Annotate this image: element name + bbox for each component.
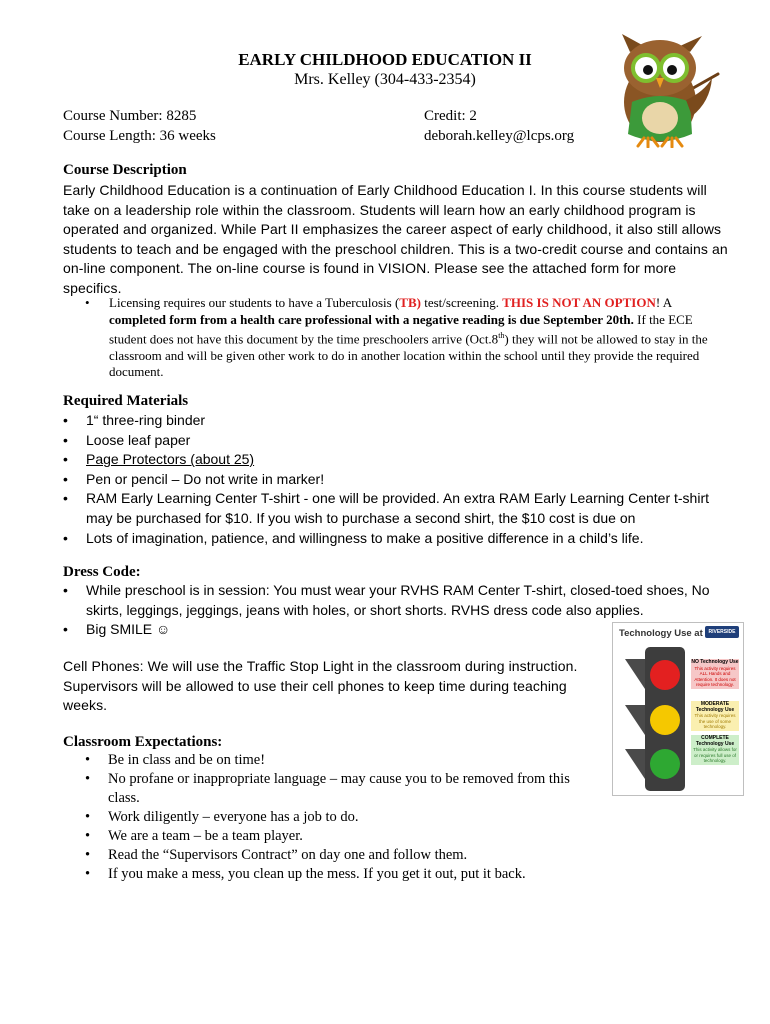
list-item: • Page Protectors (about 25) <box>63 451 255 468</box>
dress-code-heading: Dress Code: <box>63 564 141 580</box>
course-description-heading: Course Description <box>63 162 187 178</box>
teacher-email: deborah.kelley@lcps.org <box>424 128 575 144</box>
list-item: • Loose leaf paper <box>63 431 191 448</box>
required-materials-heading: Required Materials <box>63 393 189 409</box>
list-item: • RAM Early Learning Center T-shirt - one will be provided. An extra RAM Early Learning Center t-shirt may be purchased for $10. If you wish to purchase a second shirt, the $10 cost is due on <box>63 490 710 526</box>
list-item: • 1“ three-ring binder <box>63 412 206 428</box>
classroom-expectations-list <box>85 751 605 884</box>
classroom-expectations-heading: Classroom Expectations: <box>63 734 223 750</box>
list-item: • We are a team – be a team player. <box>85 828 303 844</box>
list-item: • Pen or pencil – Do not write in marker! <box>63 470 325 487</box>
list-item: • Lots of imagination, patience, and willingness to make a positive difference in a child’s life. <box>63 529 644 546</box>
complete-technology-label: COMPLETE Technology Use This activity allows for or requires full use of technology. <box>691 735 739 765</box>
list-item: • While preschool is in session: You must wear your RVHS RAM Center T-shirt, closed-toed shoes, No skirts, leggings, jeggings, jeans with holes, or short shorts. RVHS dress code also applies. <box>63 582 710 618</box>
tb-requirement-note: Licensing requires our students to have a Tuberculosis (TB) test/screening. THIS IS NOT AN OPTION! A completed form from a health care professional with a negative reading is due September 20th. If the ECE student does not have this document by the time preschoolers arrive (Oct.8th) they will not be allowed to stay in the classroom and will be given other work to do in another location within the school until they provide the required document. <box>109 295 708 380</box>
list-item: • Work diligently – everyone has a job to do. <box>85 809 359 825</box>
technology-traffic-light-card <box>612 622 744 796</box>
course-description-text: Early Childhood Education is a continuation of Early Childhood Education I. In this course students will take on a leadership role within the classroom. Students will learn how an early childhood program is operated and organized. While Part II emphasizes the career aspect of early childhood, it also still allows students to teach and be engaged with the preschool children. This is a two-credit course and contains an on-line component. The on-line course is found in VISION. Please see the attached form for more specifics. <box>63 182 728 296</box>
owl-teacher-illustration <box>612 30 724 148</box>
traffic-light-icon <box>617 645 699 795</box>
teacher-contact: Mrs. Kelley (304-433-2354) <box>294 71 476 88</box>
cell-phones-policy: Cell Phones: We will use the Traffic Stop Light in the classroom during instruction. Supervisors will be allowed to use their cell phones to keep time during teaching weeks. <box>63 658 578 713</box>
tb-note-bullet: • <box>85 295 90 310</box>
tb-highlight: TB) <box>399 295 421 310</box>
list-item: • No profane or inappropriate language – may cause you to be removed from this class. <box>85 771 570 806</box>
not-an-option-warning: THIS IS NOT AN OPTION <box>502 295 656 310</box>
no-technology-label: NO Technology Use This activity requires ALL Hands and Attention. It does not require technology. <box>691 659 739 687</box>
credit: Credit: 2 <box>424 108 477 124</box>
required-materials-list <box>63 411 723 548</box>
technology-use-title: Technology Use at <box>619 628 703 639</box>
course-length: Course Length: 36 weeks <box>63 128 216 144</box>
course-number: Course Number: 8285 <box>63 108 197 124</box>
riverside-badge: RIVERSIDE <box>705 626 739 638</box>
list-item: • Big SMILE ☺ <box>63 621 171 638</box>
tb-deadline: completed form from a health care professional with a negative reading is due September 20th. <box>109 311 634 327</box>
page-title: EARLY CHILDHOOD EDUCATION II <box>238 50 532 69</box>
list-item: • If you make a mess, you clean up the mess. If you get it out, put it back. <box>85 866 526 882</box>
list-item: • Be in class and be on time! <box>85 752 266 768</box>
list-item: • Read the “Supervisors Contract” on day one and follow them. <box>85 847 468 863</box>
moderate-technology-label: MODERATE Technology Use This activity requires the use of some technology. <box>691 701 739 731</box>
